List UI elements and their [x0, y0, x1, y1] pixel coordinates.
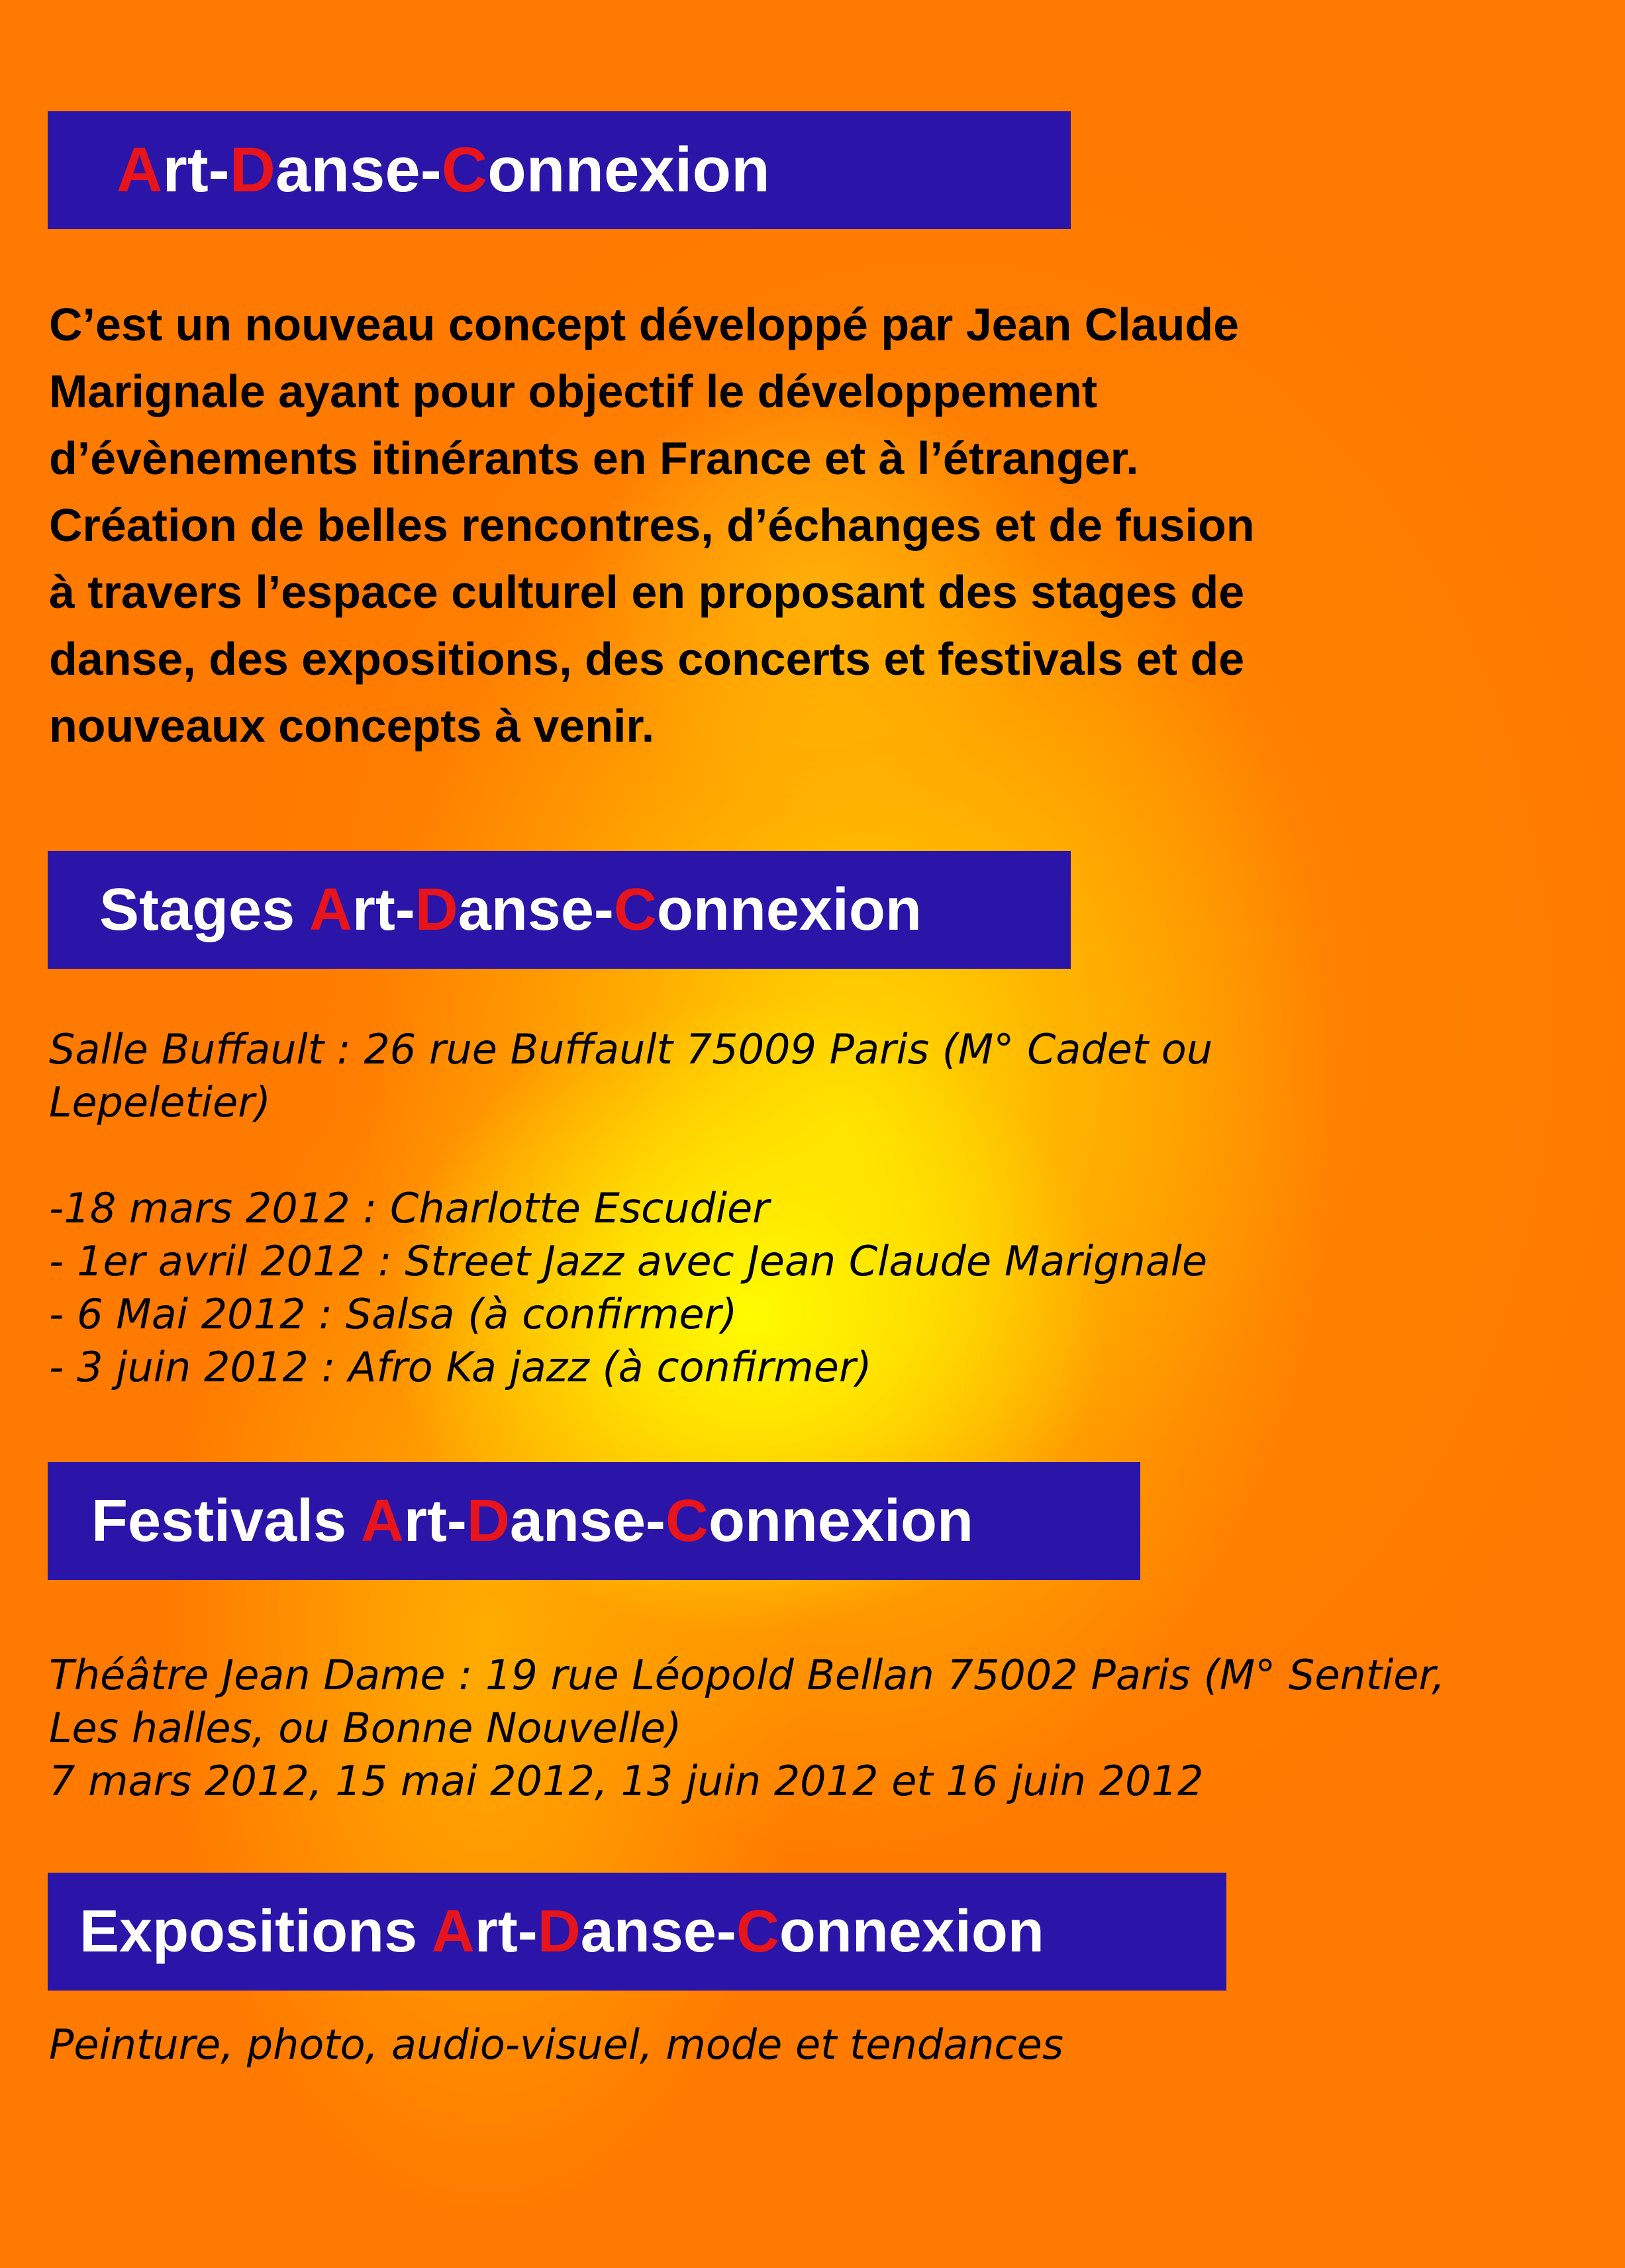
title-text-anse: anse-	[275, 134, 442, 205]
stages-text-anse: anse-	[458, 877, 614, 943]
intro-line: nouveaux concepts à venir.	[49, 700, 655, 752]
stages-venue-line: Salle Buffault : 26 rue Buffault 75009 Paris (M° Cadet ou	[49, 1025, 1213, 1073]
title-text-onnexion: onnexion	[487, 134, 770, 205]
festivals-line: Les halles, ou Bonne Nouvelle)	[49, 1704, 682, 1752]
title-letter-d: D	[229, 134, 275, 205]
stages-text-rt: rt-	[352, 877, 415, 943]
stages-date-item: - 1er avril 2012 : Street Jazz avec Jean Claude Marignale	[49, 1237, 1208, 1285]
expositions-description: Peinture, photo, audio-visuel, mode et tendances	[49, 2020, 1064, 2069]
title-letter-c: C	[441, 134, 488, 205]
expositions-content	[49, 2018, 1063, 2071]
festivals-line: 7 mars 2012, 15 mai 2012, 13 juin 2012 et 16 juin 2012	[49, 1757, 1204, 1805]
festivals-letter-d: D	[466, 1488, 510, 1554]
festivals-text-rt: rt-	[403, 1488, 467, 1554]
expositions-letter-c: C	[736, 1898, 779, 1965]
intro-line: à travers l’espace culturel en proposant des stages de	[49, 566, 1245, 618]
expositions-heading-banner	[48, 1873, 1226, 1991]
festivals-text-onnexion: onnexion	[708, 1488, 973, 1554]
stages-heading-prefix: Stages	[99, 877, 309, 943]
festivals-letter-c: C	[665, 1488, 709, 1554]
stages-letter-a: A	[309, 877, 352, 943]
stages-date-item: - 3 juin 2012 : Afro Ka jazz (à confirmer)	[49, 1343, 872, 1391]
festivals-line: Théâtre Jean Dame : 19 rue Léopold Bellan 75002 Paris (M° Sentier,	[49, 1651, 1445, 1699]
title-text-rt: rt-	[162, 134, 230, 205]
festivals-heading-prefix: Festivals	[91, 1488, 361, 1554]
title-letter-a: A	[117, 134, 163, 205]
intro-line: Marignale ayant pour objectif le développement	[49, 366, 1098, 417]
intro-line: C’est un nouveau concept développé par Jean Claude	[49, 299, 1240, 350]
expositions-letter-a: A	[431, 1898, 475, 1965]
stages-date-item: - 6 Mai 2012 : Salsa (à confirmer)	[49, 1290, 738, 1338]
festivals-text-anse: anse-	[509, 1488, 665, 1554]
stages-text-onnexion: onnexion	[656, 877, 922, 943]
expositions-letter-d: D	[537, 1898, 581, 1965]
expositions-text-onnexion: onnexion	[779, 1898, 1044, 1965]
festivals-heading-banner	[48, 1462, 1140, 1580]
stages-venue-line: Lepeletier)	[49, 1078, 271, 1126]
stages-letter-d: D	[415, 877, 458, 943]
stages-content	[49, 1023, 1212, 1394]
expositions-text-anse: anse-	[580, 1898, 736, 1965]
intro-paragraph	[49, 291, 1572, 760]
intro-line: danse, des expositions, des concerts et festivals et de	[49, 633, 1245, 685]
festivals-content	[49, 1649, 1445, 1808]
intro-line: Création de belles rencontres, d’échanges et de fusion	[49, 499, 1255, 551]
stages-date-item: -18 mars 2012 : Charlotte Escudier	[49, 1184, 769, 1232]
festivals-letter-a: A	[360, 1488, 404, 1554]
stages-letter-c: C	[613, 877, 657, 943]
expositions-heading-prefix: Expositions	[79, 1898, 432, 1965]
expositions-text-rt: rt-	[474, 1898, 538, 1965]
main-title-banner	[48, 111, 1071, 229]
intro-line: d’évènements itinérants en France et à l’étranger.	[49, 432, 1139, 484]
stages-heading-banner	[48, 851, 1071, 969]
